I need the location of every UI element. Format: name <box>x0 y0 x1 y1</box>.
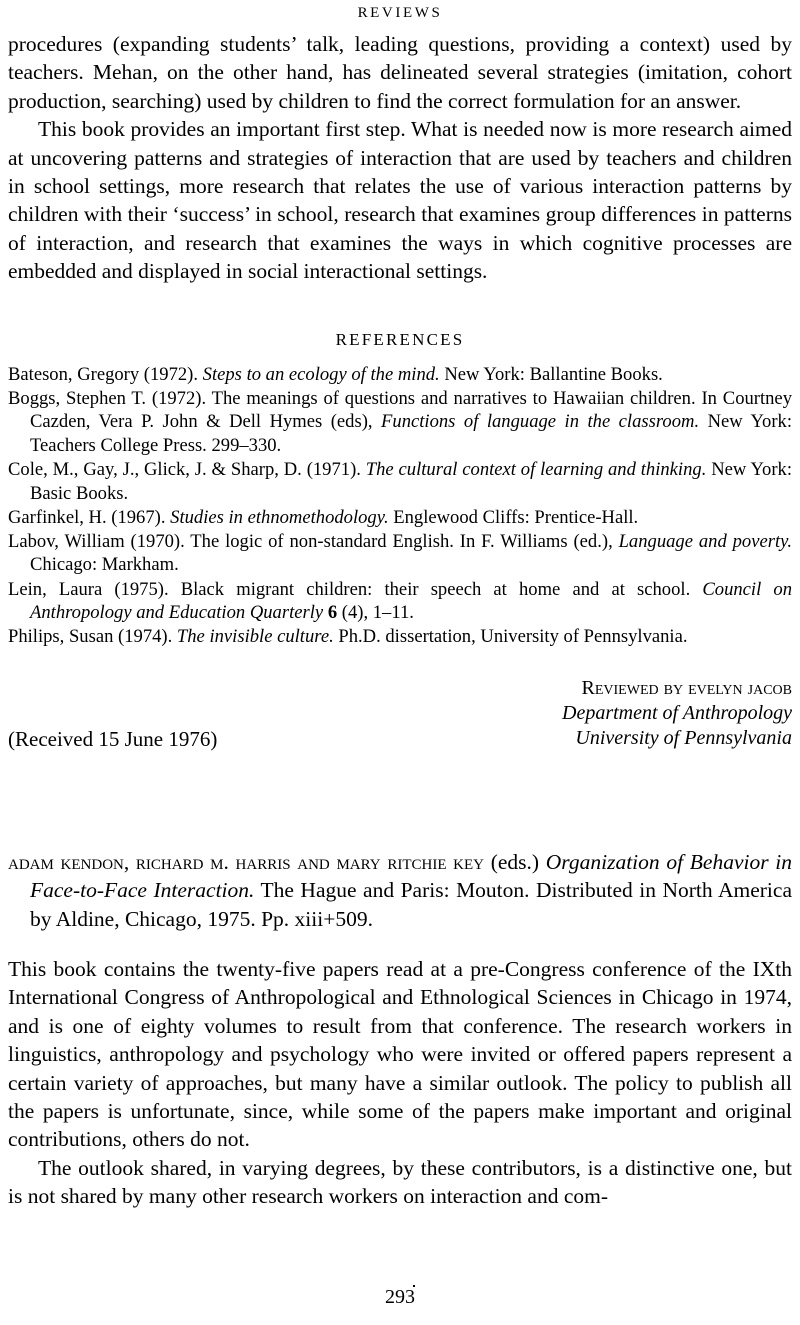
review-two-paragraph-1: This book contains the twenty-five papers read at a pre-Congress conference of the IXth International Congress of Anthropological and Ethnological Sciences in Chicago in 1974, and is one of eighty volumes to result from that conference. The research workers in linguistics, anthropology and psychology who were invited or offered papers represent a certain variety of approaches, but many have a similar outlook. The policy to publish all the papers is unfortunate, since, while some of the papers make important and original contributions, others do not. <box>8 957 792 1152</box>
reference-entry: Labov, William (1970). The logic of non-standard English. In F. Williams (ed.), Language and poverty. Chicago: Markham. <box>8 530 792 576</box>
received-date: (Received 15 June 1976) <box>8 726 218 751</box>
reference-entry: Bateson, Gregory (1972). Steps to an ecology of the mind. New York: Ballantine Books. <box>8 363 663 385</box>
references-list <box>8 363 792 649</box>
reference-entry: Garfinkel, H. (1967). Studies in ethnomethodology. Englewood Cliffs: Prentice-Hall. <box>8 506 639 528</box>
review-two-citation: adam kendon, richard m. harris and mary ritchie key (eds.) Organization of Behavior in Face-to-Face Interaction. The Hague and Paris: Mouton. Distributed in North America by Aldine, Chicago, 1975. Pp. xiii+509. <box>8 849 792 931</box>
colophon <box>8 676 792 752</box>
references-heading: REFERENCES <box>335 329 465 349</box>
reviewed-by-label: Reviewed by <box>581 676 689 699</box>
reviewer-department: Department of Anthropology <box>562 701 792 724</box>
review-one-paragraph-1: procedures (expanding students’ talk, leading questions, providing a context) used by teachers. Mehan, on the other hand, has delineated several strategies (imitation, cohort production, searching) used by children to find the correct formulation for an answer. <box>8 32 792 113</box>
reference-entry: Boggs, Stephen T. (1972). The meanings of questions and narratives to Hawaiian children. In Courtney Cazden, Vera P. John & Dell Hymes (eds), Functions of language in the classroom. New York: Teachers College Press. 299–330. <box>8 387 793 456</box>
review-one-paragraph-2: This book provides an important first step. What is needed now is more research aimed at uncovering patterns and strategies of interaction that are used by teachers and children in school settings, more research that relates the use of various interaction patterns by children with their ‘success’ in school, research that examines group differences in patterns of interaction, and research that examines the ways in which cognitive processes are embedded and displayed in social interactional settings. <box>8 117 792 284</box>
reviewer-name: evelyn jacob <box>688 676 792 699</box>
journal-page <box>0 4 800 1325</box>
reference-entry: Philips, Susan (1974). The invisible culture. Ph.D. dissertation, University of Pennsylvania. <box>8 626 688 648</box>
reviewer-credit <box>562 676 792 701</box>
review-two-paragraph-2: The outlook shared, in varying degrees, by these contributors, is a distinctive one, but is not shared by many other research workers on interaction and com- <box>8 1155 792 1209</box>
running-head: REVIEWS <box>357 5 443 21</box>
reviewer-block <box>562 676 792 751</box>
reference-entry: Lein, Laura (1975). Black migrant children: their speech at home and at school. Council on Anthropology and Education Quarterly 6 (4), 1–11. <box>8 578 792 624</box>
reference-entry: Cole, M., Gay, J., Glick, J. & Sharp, D. (1971). The cultural context of learning and thinking. New York: Basic Books. <box>8 459 792 504</box>
reviewer-institution: University of Pennsylvania <box>575 726 792 749</box>
page-number: 293 <box>385 1286 415 1308</box>
